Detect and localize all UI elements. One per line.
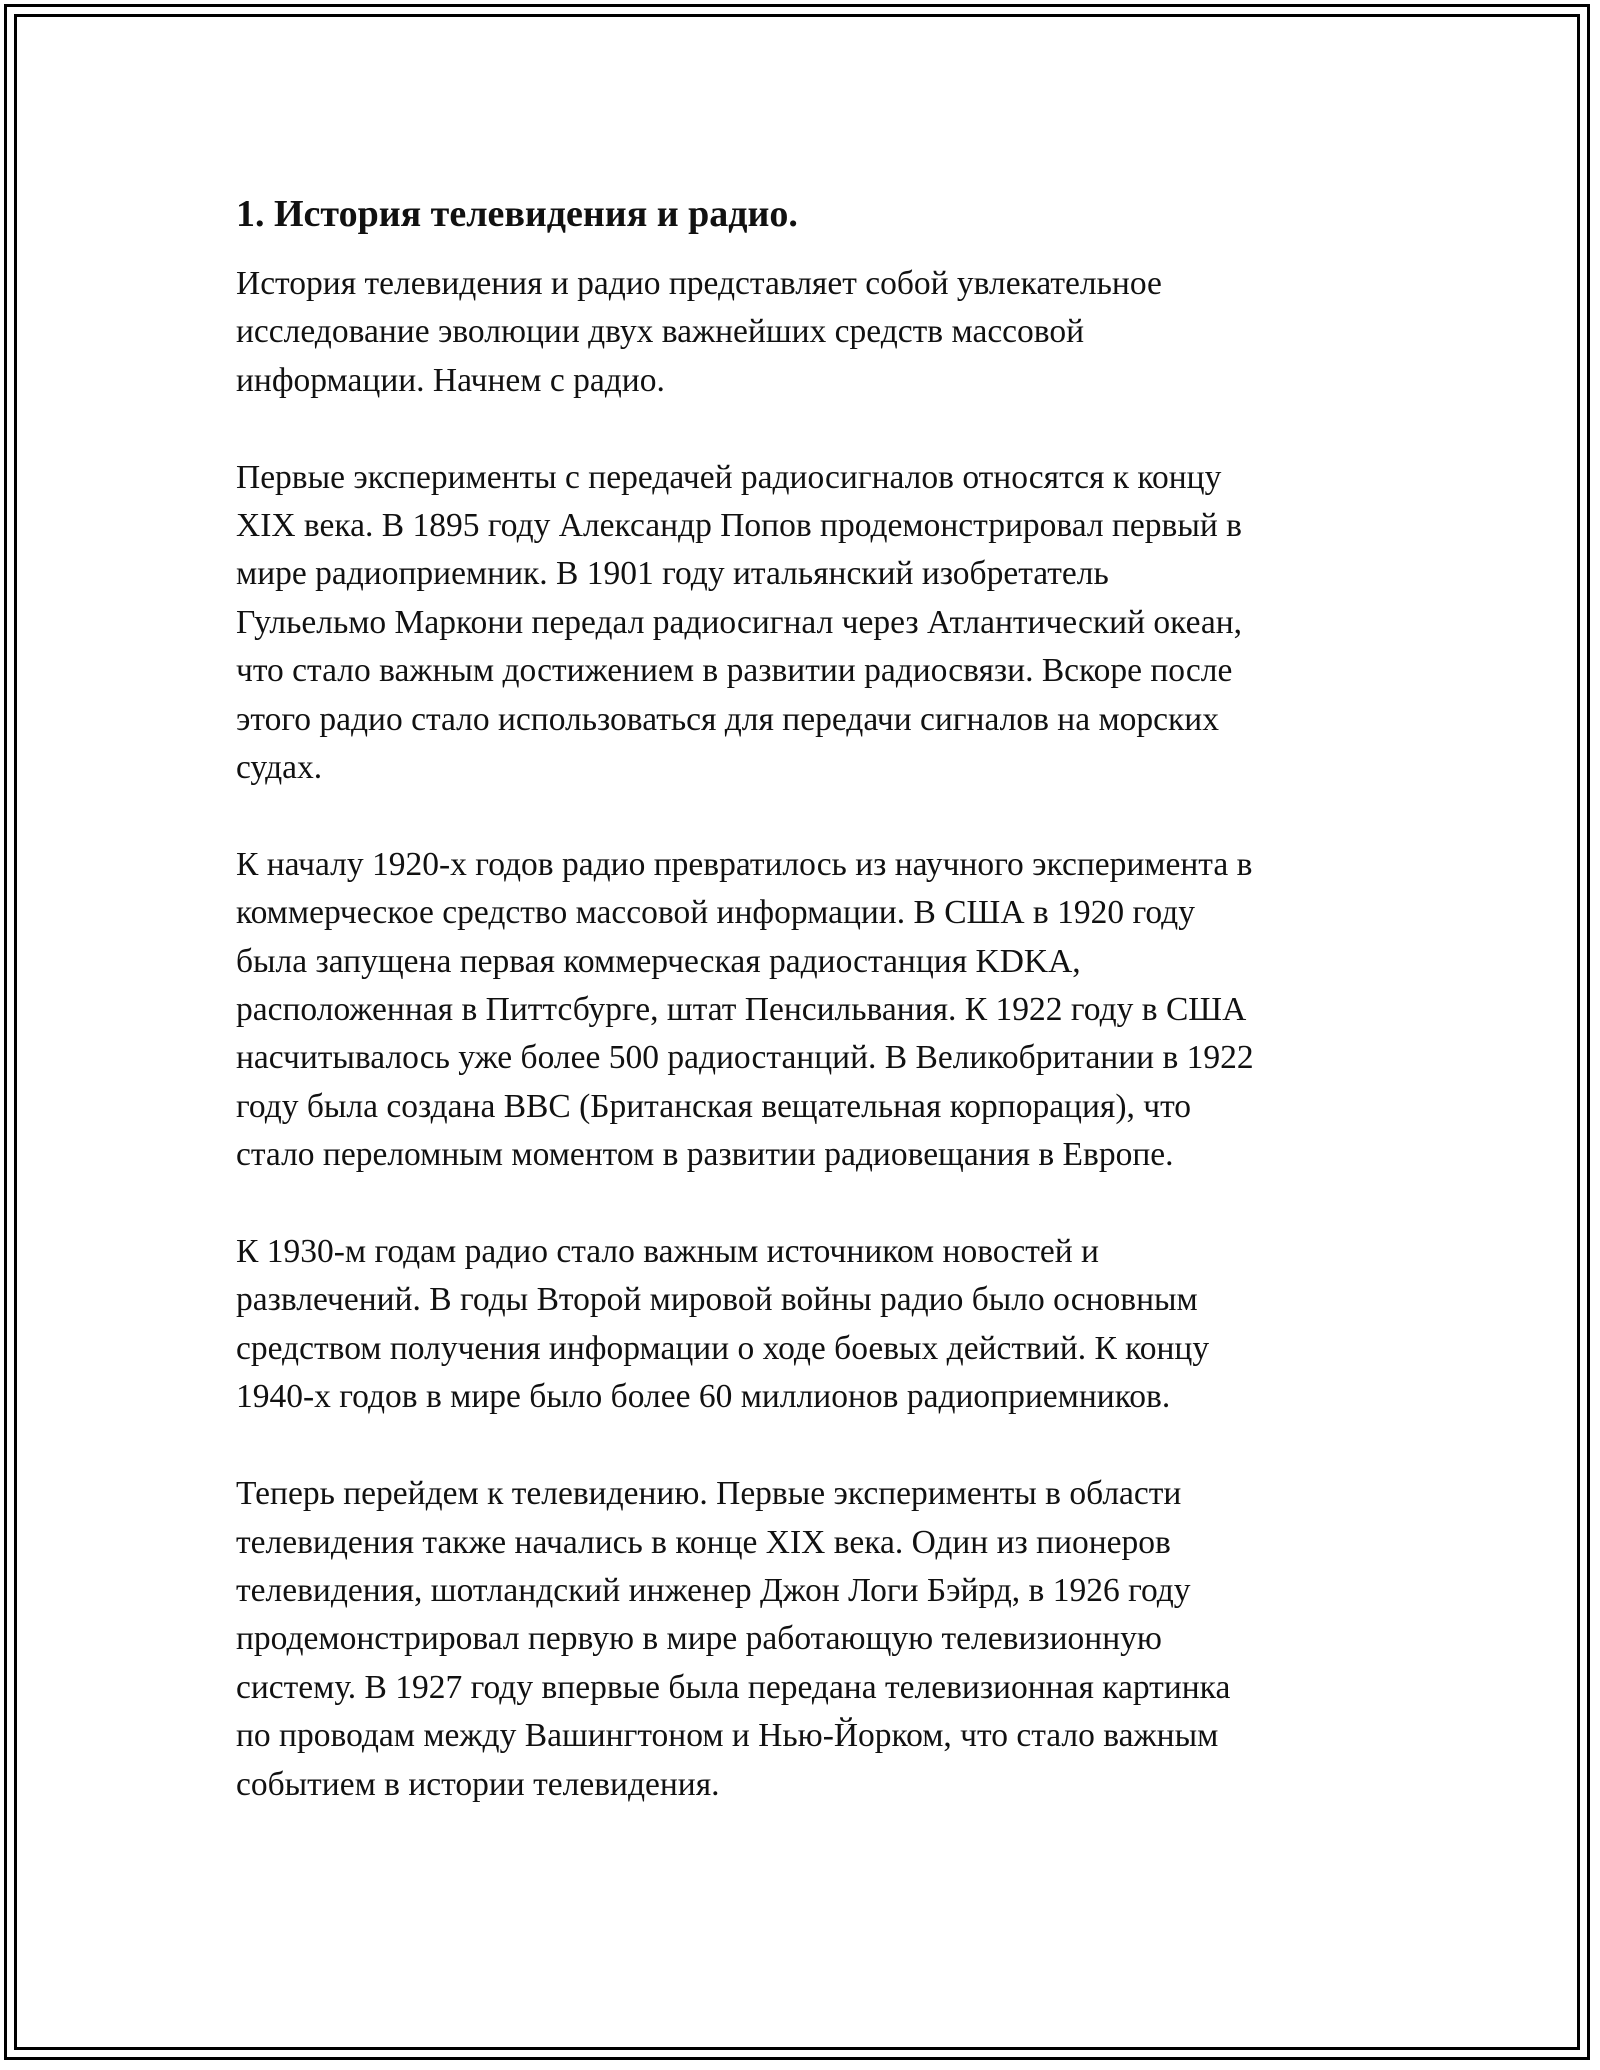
- paragraph-intro: История телевидения и радио представляет собой увлекательное исследование эволюции двух важнейших средств массовой информации. Начнем с радио.: [236, 265, 1162, 399]
- paragraph-commercial-radio: К началу 1920-х годов радио превратилось из научного эксперимента в коммерческое средство массовой информации. В США в 1920 году была запущена первая коммерческая радиостанция KDKA, расположенная в Питтсбурге, штат Пенсильвания. К 1922 году в США насчитывалось уже более 500 радиостанций. В Великобритании в 1922 году была создана BBC (Британская вещательная корпорация), что стало переломным моментом в развитии радиовещания в Европе.: [236, 845, 1254, 1174]
- section-heading: 1. История телевидения и радио.: [236, 193, 798, 235]
- paragraph-television: Теперь перейдем к телевидению. Первые эксперименты в области телевидения также начались в конце XIX века. Один из пионеров телевидения, шотландский инженер Джон Логи Бэйрд, в 1926 году продемонстрировал первую в мире работающую телевизионную систему. В 1927 году впервые была передана телевизионная картинка по проводам между Вашингтоном и Нью-Йорком, что стало важным событием в истории телевидения.: [236, 1475, 1231, 1803]
- paragraph-early-radio: Первые эксперименты с передачей радиосигналов относятся к концу XIX века. В 1895 году Александр Попов продемонстрировал первый в мире радиоприемник. В 1901 году итальянский изобретатель Гульельмо Маркони передал радиосигнал через Атлантический океан, что стало важным достижением в развитии радиосвязи. Вскоре после этого радио стало использоваться для передачи сигналов на морских судах.: [236, 458, 1243, 787]
- paragraph-radio-1930s: К 1930-м годам радио стало важным источником новостей и развлечений. В годы Второй мировой войны радио было основным средством получения информации о ходе боевых действий. К концу 1940-х годов в мире было более 60 миллионов радиоприемников.: [236, 1233, 1210, 1416]
- document-body: [236, 188, 1396, 1857]
